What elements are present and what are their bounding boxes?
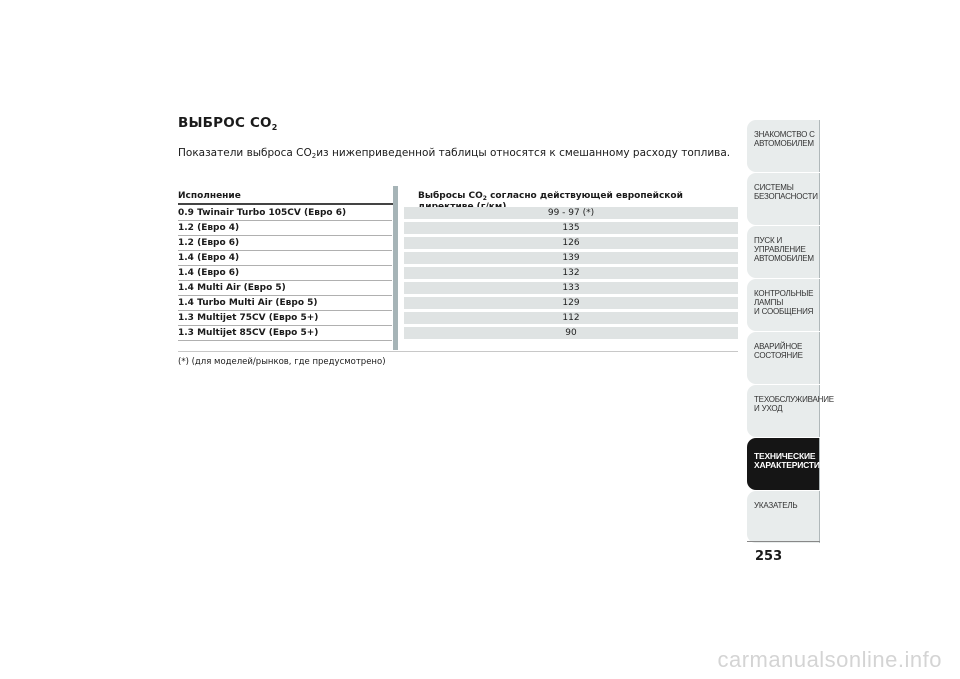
- intro-text: Показатели выброса $CO_2из$ нижеприведенной таблицы относятся к смешанному расходу топлива.: [178, 147, 731, 160]
- engine-version: 1.4 Multi Air (Евро 5): [178, 281, 392, 296]
- table-row: [178, 266, 738, 281]
- co2-value: 126: [404, 237, 738, 249]
- table-row: [178, 311, 738, 326]
- co2-value: 112: [404, 312, 738, 324]
- chapter-tab[interactable]: [747, 279, 820, 331]
- footnote: (*) (для моделей/рынков, где предусмотрено): [178, 357, 386, 367]
- engine-version: 1.2 (Евро 6): [178, 236, 392, 251]
- engine-version: 1.4 (Евро 4): [178, 251, 392, 266]
- chapter-tabs: [747, 120, 834, 544]
- chapter-tab[interactable]: [747, 385, 834, 437]
- chapter-tab[interactable]: [747, 173, 820, 225]
- engine-version: 1.2 (Евро 4): [178, 221, 392, 236]
- table-row: [178, 221, 738, 236]
- chapter-tab[interactable]: [747, 120, 820, 172]
- table-row: [178, 296, 738, 311]
- table-row: [178, 206, 738, 221]
- table-bottom-divider: [178, 351, 738, 352]
- engine-version: 1.3 Multijet 85CV (Евро 5+): [178, 326, 392, 341]
- header-divider: [178, 203, 396, 205]
- chapter-tab-label: УКАЗАТЕЛЬ: [754, 501, 798, 510]
- emissions-table: [178, 186, 738, 341]
- section-title: ВЫБРОС $CO_2$: [178, 115, 278, 132]
- engine-version: 1.4 (Евро 6): [178, 266, 392, 281]
- chapter-tab[interactable]: [747, 226, 820, 278]
- chapter-tab-label: ПУСК И УПРАВЛЕНИЕ АВТОМОБИЛЕМ: [754, 236, 814, 263]
- co2-value: 132: [404, 267, 738, 279]
- table-row: [178, 326, 738, 341]
- chapter-tab[interactable]: [747, 332, 820, 384]
- table-row: [178, 251, 738, 266]
- co2-value: 129: [404, 297, 738, 309]
- engine-version: 0.9 Twinair Turbo 105CV (Евро 6): [178, 206, 392, 221]
- co2-value: 133: [404, 282, 738, 294]
- co2-value: 139: [404, 252, 738, 264]
- table-row: [178, 281, 738, 296]
- table-row: [178, 236, 738, 251]
- column-header-version: Исполнение: [178, 191, 241, 201]
- table-body: [178, 206, 738, 341]
- chapter-tab-label: ЗНАКОМСТВО С АВТОМОБИЛЕМ: [754, 130, 815, 148]
- chapter-tab[interactable]: [747, 491, 820, 543]
- chapter-tab-label: ТЕХНИЧЕСКИЕ ХАРАКТЕРИСТИКИ: [754, 451, 831, 470]
- engine-version: 1.4 Turbo Multi Air (Евро 5): [178, 296, 392, 311]
- column-header-emissions: Выбросы $CO_2$ согласно действующей европейской: [418, 191, 683, 202]
- chapter-tab-label: АВАРИЙНОЕ СОСТОЯНИЕ: [754, 342, 803, 360]
- page-number: 253: [755, 549, 783, 564]
- engine-version: 1.3 Multijet 75CV (Евро 5+): [178, 311, 392, 326]
- chapter-tab-label: ТЕХОБСЛУЖИВАНИЕ И УХОД: [754, 395, 834, 413]
- chapter-tab-label: КОНТРОЛЬНЫЕ ЛАМПЫ И СООБЩЕНИЯ: [754, 289, 814, 316]
- tabs-bottom-divider: [747, 541, 820, 542]
- watermark: carmanualsonline.info: [717, 647, 942, 672]
- table-header: [178, 186, 738, 206]
- chapter-tab[interactable]: [747, 438, 831, 490]
- co2-value: 90: [404, 327, 738, 339]
- co2-value: 135: [404, 222, 738, 234]
- co2-value: 99 - 97 (*): [404, 207, 738, 219]
- chapter-tab-label: СИСТЕМЫ БЕЗОПАСНОСТИ: [754, 183, 818, 201]
